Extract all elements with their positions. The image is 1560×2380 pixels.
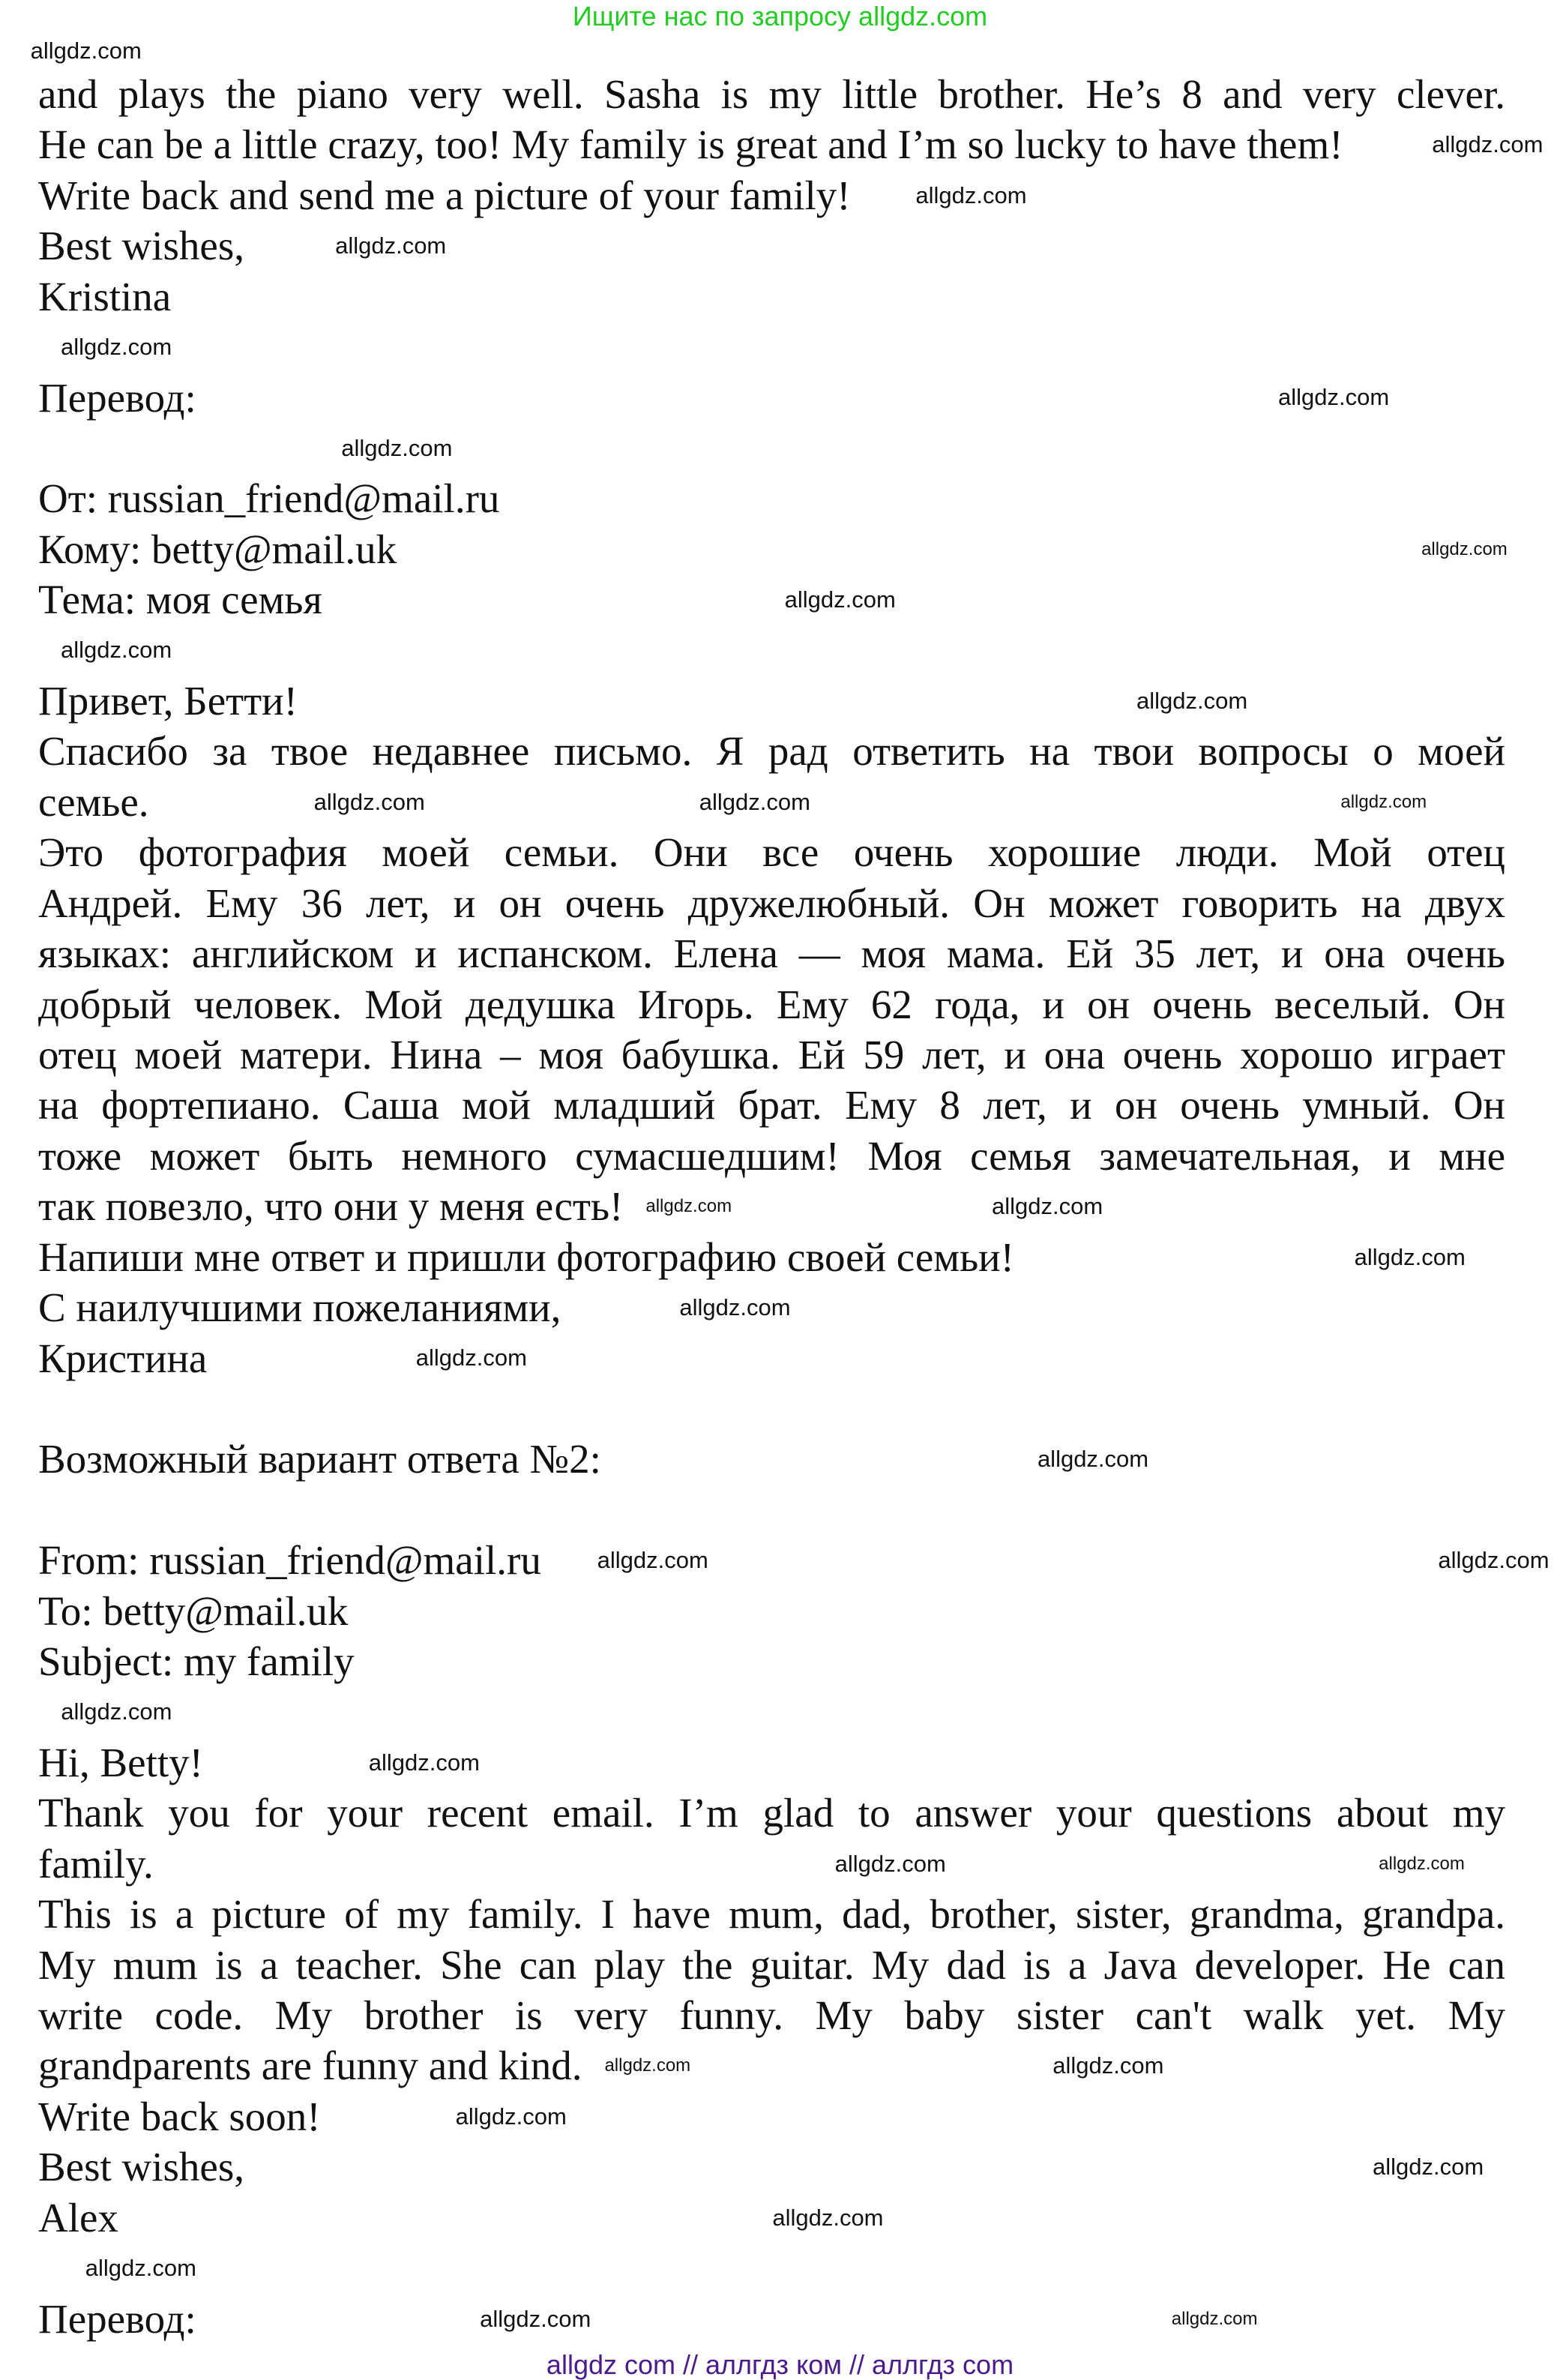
- watermark-text: allgdz.com: [1432, 131, 1544, 158]
- text-line: Hi, Betty!: [38, 1739, 203, 1785]
- bottom-site-banner: allgdz com // аллгдз ком // аллгдз com: [546, 2349, 1014, 2380]
- watermark-text: allgdz.com: [480, 2305, 591, 2332]
- top-search-banner: Ищите нас по запросу allgdz.com: [572, 1, 988, 31]
- text-line: тоже может быть немного сумасшедшим! Моя семья замечательная, и мне: [38, 1132, 1505, 1179]
- text-line: Write back soon!: [38, 2093, 321, 2139]
- watermark-text: allgdz.com: [1373, 2154, 1484, 2181]
- text-line: Возможный вариант ответа №2:: [38, 1436, 601, 1482]
- watermark-text: allgdz.com: [834, 1850, 946, 1877]
- text-line: My mum is a teacher. She can play the guitar. My dad is a Java developer. He can: [38, 1941, 1505, 1988]
- blank-line: [38, 1687, 1505, 1737]
- text-line: Тема: моя семья: [38, 577, 322, 623]
- watermark-text: allgdz.com: [335, 232, 447, 259]
- watermark-text: allgdz.com: [1379, 1853, 1465, 1874]
- text-line: Перевод:: [38, 2295, 196, 2342]
- watermark-text: allgdz.com: [991, 1193, 1103, 1220]
- text-line: He can be a little crazy, too! My family is great and I’m so lucky to have them!: [38, 121, 1343, 168]
- text-line: grandparents are funny and kind.: [38, 2043, 582, 2089]
- watermark-text: allgdz.com: [784, 586, 896, 613]
- text-line: Кому: betty@mail.uk: [38, 526, 397, 572]
- text-line: Kristina: [38, 273, 172, 319]
- text-line: на фортепиано. Саша мой младший брат. Ему 8 лет, и он очень умный. Он: [38, 1082, 1505, 1129]
- blank-line: [38, 322, 1505, 372]
- watermark-text: allgdz.com: [915, 181, 1027, 208]
- watermark-text: allgdz.com: [597, 1547, 708, 1574]
- blank-line: [38, 423, 1505, 473]
- text-line: family.: [38, 1840, 154, 1887]
- watermark-text: allgdz.com: [368, 1749, 480, 1776]
- text-line: Перевод:: [38, 374, 196, 421]
- watermark-text: allgdz.com: [679, 1294, 791, 1321]
- watermark-text: allgdz.com: [1354, 1243, 1466, 1270]
- watermark-text: allgdz.com: [1136, 687, 1248, 714]
- text-line: Андрей. Ему 36 лет, и он очень дружелюбный. Он может говорить на двух: [38, 880, 1505, 926]
- watermark-text: allgdz.com: [30, 37, 142, 64]
- watermark-text: allgdz.com: [1278, 384, 1390, 411]
- text-line: Best wishes,: [38, 223, 244, 269]
- watermark-text: allgdz.com: [604, 2055, 691, 2076]
- text-line: Thank you for your recent email. I’m glad to answer your questions about my: [38, 1790, 1505, 1836]
- watermark-text: allgdz.com: [61, 1698, 172, 1725]
- text-line: and plays the piano very well. Sasha is my little brother. He’s 8 and very clever.: [38, 71, 1505, 117]
- text-line: Спасибо за твое недавнее письмо. Я рад ответить на твои вопросы о моей: [38, 728, 1505, 775]
- watermark-text: allgdz.com: [313, 788, 425, 815]
- watermark-text: allgdz.com: [1438, 1547, 1550, 1574]
- text-line: Привет, Бетти!: [38, 678, 298, 724]
- text-line: Напиши мне ответ и пришли фотографию своей семьи!: [38, 1233, 1014, 1280]
- text-line: To: betty@mail.uk: [38, 1587, 349, 1634]
- text-line: Это фотография моей семьи. Они все очень хорошие люди. Мой отец: [38, 829, 1505, 876]
- text-line: отец моей матери. Нина – моя бабушка. Ей 59 лет, и она очень хорошо играет: [38, 1032, 1505, 1078]
- text-line: От: russian_friend@mail.ru: [38, 475, 500, 522]
- text-line: Alex: [38, 2194, 118, 2241]
- blank-line: [38, 2243, 1505, 2293]
- watermark-text: allgdz.com: [85, 2255, 196, 2282]
- watermark-text: allgdz.com: [645, 1196, 732, 1217]
- text-line: Best wishes,: [38, 2144, 244, 2190]
- watermark-text: allgdz.com: [1421, 538, 1508, 559]
- blank-line: [38, 1485, 1505, 1535]
- watermark-text: allgdz.com: [341, 434, 453, 461]
- watermark-text: allgdz.com: [699, 788, 810, 815]
- text-line: Subject: my family: [38, 1638, 355, 1685]
- watermark-text: allgdz.com: [455, 2103, 567, 2130]
- watermark-text: allgdz.com: [1052, 2052, 1164, 2079]
- text-line: добрый человек. Мой дедушка Игорь. Ему 62 года, и он очень веселый. Он: [38, 981, 1505, 1027]
- text-line: С наилучшими пожеланиями,: [38, 1284, 561, 1331]
- text-line: write code. My brother is very funny. My baby sister can't walk yet. My: [38, 1992, 1505, 2039]
- blank-line: [38, 625, 1505, 676]
- text-line: языках: английском и испанском. Елена — моя мама. Ей 35 лет, и она очень: [38, 931, 1505, 977]
- watermark-text: allgdz.com: [772, 2204, 884, 2231]
- blank-line: [38, 1383, 1505, 1434]
- watermark-text: allgdz.com: [61, 333, 172, 360]
- text-line: This is a picture of my family. I have mum, dad, brother, sister, grandma, grandpa.: [38, 1891, 1505, 1938]
- watermark-text: allgdz.com: [1037, 1446, 1149, 1473]
- watermark-text: allgdz.com: [415, 1344, 527, 1371]
- text-line: так повезло, что они у меня есть!: [38, 1183, 624, 1230]
- watermark-text: allgdz.com: [61, 637, 172, 664]
- text-line: семье.: [38, 778, 149, 825]
- watermark-text: allgdz.com: [1340, 791, 1427, 812]
- text-line: Кристина: [38, 1335, 208, 1381]
- text-line: Write back and send me a picture of your family!: [38, 172, 851, 218]
- watermark-text: allgdz.com: [1171, 2308, 1258, 2329]
- text-line: From: russian_friend@mail.ru: [38, 1537, 541, 1584]
